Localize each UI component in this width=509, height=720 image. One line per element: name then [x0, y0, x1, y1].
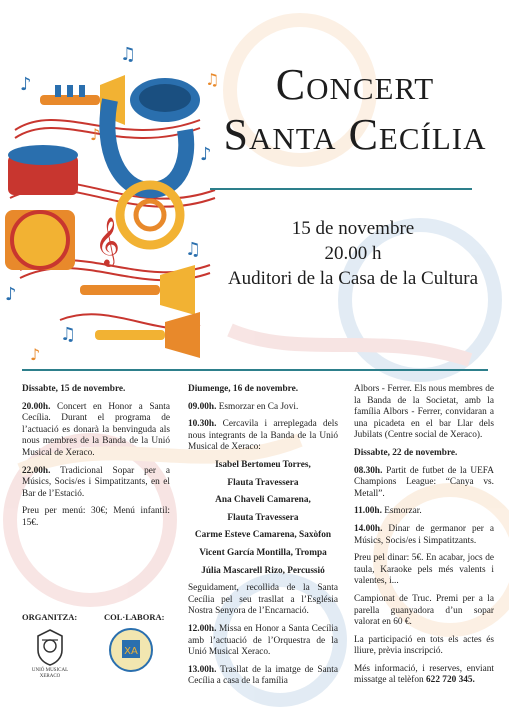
svg-text:♪: ♪ [30, 345, 41, 364]
contact-info: Més informació, i reserves, enviant missatge al telèfon 622 720 345. [354, 663, 494, 686]
svg-text:♪: ♪ [200, 144, 212, 165]
program-column-1 [22, 384, 170, 536]
union-musical-logo [32, 628, 68, 666]
day-heading: Dissabte, 15 de novembre. [22, 384, 126, 394]
svg-text:♫: ♫ [60, 324, 77, 345]
program-item: Preu per menú: 30€; Menú infantil: 15€. [22, 506, 170, 528]
svg-text:XA: XA [124, 646, 138, 657]
day-heading: Diumenge, 16 de novembre. [188, 384, 299, 394]
program-column-2 [188, 384, 338, 694]
event-venue: Auditori de la Casa de la Cultura [227, 268, 479, 289]
organizer-caption: UNIÓ MUSICAL XERACO [31, 668, 69, 679]
svg-text:♪: ♪ [5, 284, 17, 305]
member-name: Isabel Bertomeu Torres, [215, 459, 311, 470]
title-divider [210, 188, 472, 190]
program-item: 22.00h. Tradicional Sopar per a Músics, Socis/es i Simpatitzants, en el Bar de l’Estació. [22, 465, 170, 499]
member-name: Carme Esteve Camarena, Saxòfon [194, 530, 332, 541]
program-item: Albors - Ferrer. Els nous membres de la Banda de la Societat, amb la família Albors - Ferrer, convidaran a una picadeta en el bar Llar dels Jubilats (Centre social de Xeraco). [354, 384, 494, 441]
member-instrument: Flauta Travessera [227, 477, 299, 488]
title-line-1: Concert [275, 60, 435, 109]
program-item: 14.00h. Dinar de germanor per a Músics, Socis/es i Simpatitzants. [354, 523, 494, 546]
program-column-3 [354, 384, 494, 693]
event-info [200, 216, 506, 291]
program-item: 08.30h. Partit de futbet de la UEFA Champions League: “Canya vs. Metall”. [354, 465, 494, 499]
member-name: Júlia Mascarell Rizo, Percussió [201, 565, 325, 576]
svg-text:♫: ♫ [185, 239, 202, 260]
page-title [205, 60, 505, 160]
event-date: 15 de novembre [291, 218, 415, 239]
program-item: La participació en tots els actes és lliure, prèvia inscripció. [354, 634, 494, 657]
phone-number: 622 720 345. [426, 675, 475, 686]
svg-text:♪: ♪ [90, 125, 101, 144]
ajuntament-logo [108, 626, 154, 674]
program-item: 12.00h. Missa en Honor a Santa Cecília amb l’actuació de l’Orquestra de la Unió Musical Xeraco. [188, 623, 338, 658]
svg-text:♪: ♪ [20, 74, 32, 95]
program-item: Campionat de Truc. Premi per a la parella guanyadora d’un sopar valorat en 60 €. [354, 593, 494, 628]
member-instrument: Flauta Travessera [227, 512, 299, 523]
event-time: 20.00 h [324, 243, 382, 264]
program-item: 11.00h. Esmorzar. [354, 506, 422, 517]
day-heading: Dissabte, 22 de novembre. [354, 447, 458, 458]
program-item: 10.30h. Cercavila i arreplegada dels nous integrants de la Banda de la Unió Musical de Xeraco: [188, 419, 338, 453]
instruments-illustration [0, 40, 230, 370]
program-item: 13.00h. Trasllat de la imatge de Santa Cecília a casa de la família [188, 664, 338, 687]
member-name: Ana Chaveli Camarena, [215, 495, 311, 506]
program-item: 09.00h. Esmorzar en Ca Jovi. [188, 401, 299, 412]
program-item: 20.00h. Concert en Honor a Santa Cecília. Durant el programa de l’actuació es donarà la benvinguda als nous membres de la Banda de la Unió Musical de Xeraco. [22, 401, 170, 458]
drum-icon [5, 145, 78, 270]
organizer-label: ORGANITZA: [22, 612, 78, 622]
program-item: Preu pel dinar: 5€. En acabar, jocs de taula, Karaoke pels més valents i valentes, i... [354, 553, 494, 587]
section-divider [22, 369, 488, 371]
collaborator-label: COL·LABORA: [104, 612, 165, 622]
svg-text:♫: ♫ [205, 70, 220, 89]
svg-text:♫: ♫ [120, 44, 137, 65]
treble-clef-icon: 𝄞 [95, 216, 120, 265]
title-line-2: Santa Cecília [223, 110, 487, 159]
sponsor-logos [22, 612, 165, 712]
member-name: Vicent García Montilla, Trompa [199, 547, 327, 558]
program-item: Seguidament, recollida de la Santa Cecília pel seu trasllat a l’Església Nostra Senyora de l’Encarnació. [188, 583, 338, 617]
